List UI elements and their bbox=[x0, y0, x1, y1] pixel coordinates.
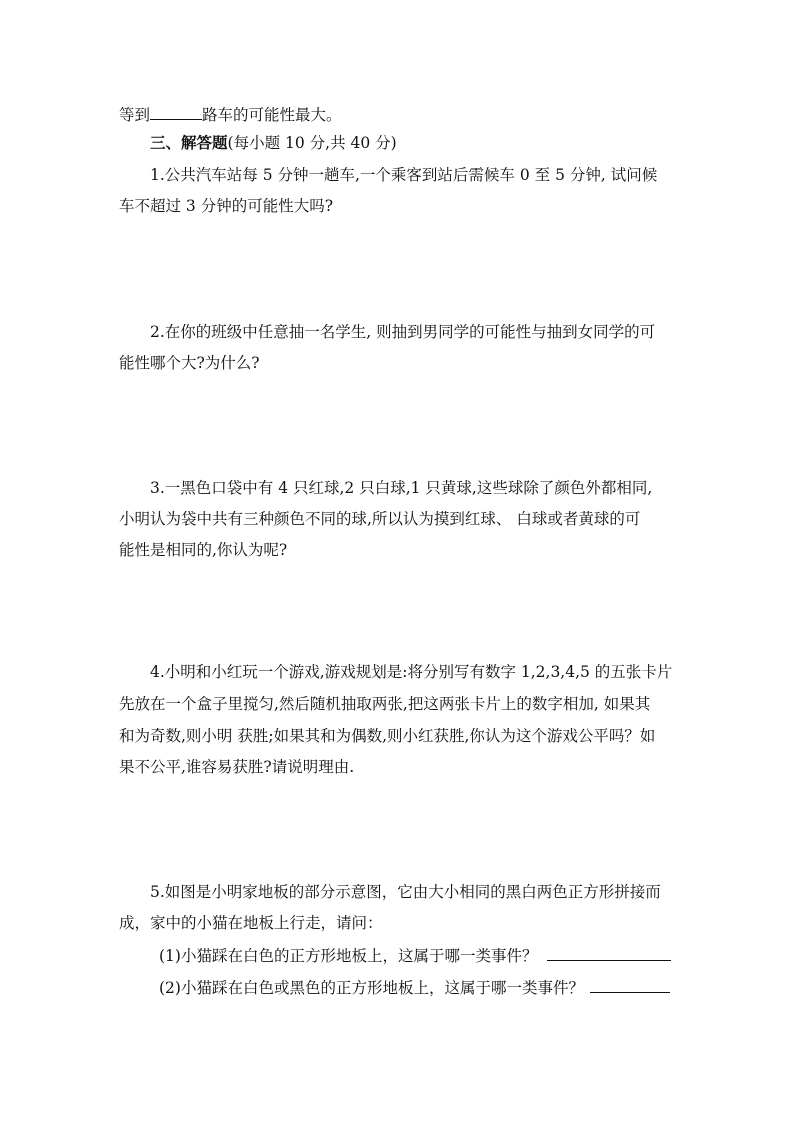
question-5-line-2: 成，家中的小猫在地板上行走，请问： bbox=[119, 914, 383, 932]
section-heading bbox=[150, 133, 397, 153]
question-4-line-2: 先放在一个盒子里搅匀,然后随机抽取两张,把这两张卡片上的数字相加, 如果其 bbox=[119, 695, 651, 713]
question-5-line-1: 5.如图是小明家地板的部分示意图，它由大小相同的黑白两色正方形拼接而 bbox=[150, 883, 661, 901]
question-4-line-3: 和为奇数,则小明 获胜;如果其和为偶数,则小红获胜,你认为这个游戏公平吗？如 bbox=[119, 727, 656, 745]
question-4-line-1: 4.小明和小红玩一个游戏,游戏规划是:将分别写有数字 1,2,3,4,5 的五张卡片 bbox=[150, 663, 673, 681]
fill-in-suffix: 路车的可能性最大。 bbox=[202, 106, 342, 124]
sub-question-1-text: (1)小猫踩在白色的正方形地板上，这属于哪一类事件？ bbox=[159, 947, 538, 965]
question-2-line-2: 能性哪个大?为什么? bbox=[119, 354, 260, 372]
answer-blank[interactable] bbox=[150, 104, 202, 120]
section-title: 三、解答题 bbox=[150, 133, 228, 152]
question-5-sub-1 bbox=[159, 945, 671, 966]
section-note: (每小题 10 分,共 40 分) bbox=[227, 134, 397, 152]
question-2-line-1: 2.在你的班级中任意抽一名学生, 则抽到男同学的可能性与抽到女同学的可 bbox=[150, 323, 656, 341]
question-1-line-1: 1.公共汽车站每 5 分钟一趟车,一个乘客到站后需候车 0 至 5 分钟, 试问候 bbox=[150, 166, 658, 184]
fill-in-line bbox=[119, 104, 342, 125]
question-3-line-2: 小明认为袋中共有三种颜色不同的球,所以认为摸到红球、 白球或者黄球的可 bbox=[119, 510, 641, 528]
question-3-line-3: 能性是相同的,你认为呢? bbox=[119, 541, 288, 559]
question-3-line-1: 3.一黑色口袋中有 4 只红球,2 只白球,1 只黄球,这些球除了颜色外都相同, bbox=[150, 479, 653, 497]
answer-blank-2[interactable] bbox=[590, 977, 670, 993]
sub-question-2-text: (2)小猫踩在白色或黑色的正方形地板上，这属于哪一类事件？ bbox=[159, 979, 584, 997]
question-4-line-4: 果不公平,谁容易获胜?请说明理由. bbox=[119, 758, 355, 776]
question-1-line-2: 车不超过 3 分钟的可能性大吗? bbox=[119, 197, 334, 215]
fill-in-prefix: 等到 bbox=[119, 106, 151, 124]
answer-blank-1[interactable] bbox=[547, 945, 671, 961]
question-5-sub-2 bbox=[159, 977, 670, 998]
